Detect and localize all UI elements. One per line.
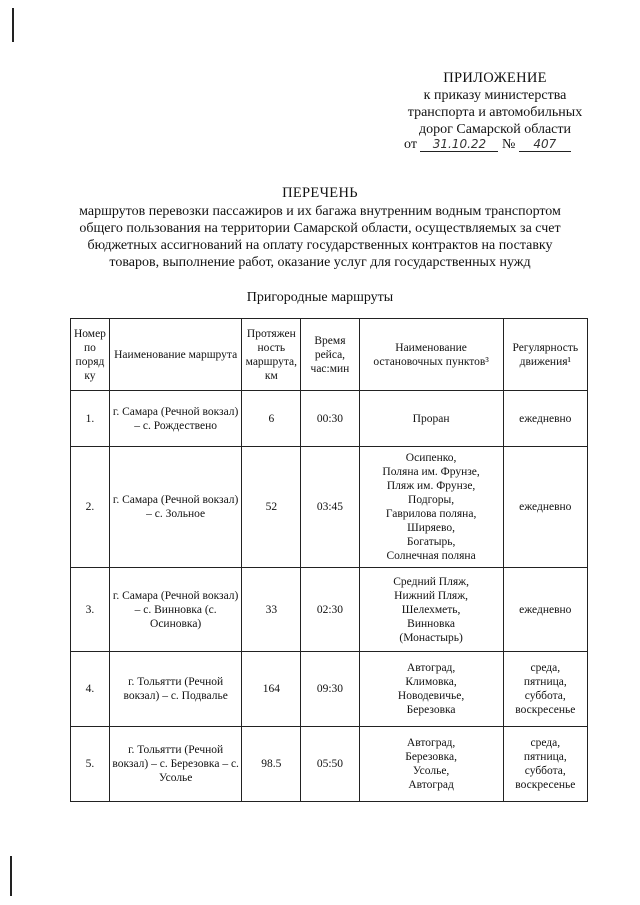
table-row	[71, 727, 588, 802]
scan-edge-mark	[12, 8, 14, 42]
stop-item: Средний Пляж,	[393, 575, 469, 588]
document-heading	[40, 185, 600, 271]
heading-line: маршрутов перевозки пассажиров и их багажа внутренним водным транспортом	[79, 204, 561, 219]
stop-item: Березовка,	[405, 751, 457, 763]
handwritten-number: 407	[519, 137, 571, 152]
cell-number: 2.	[71, 447, 110, 568]
heading-line: общего пользования на территории Самарской области, осуществляемых за счет	[79, 221, 561, 236]
cell-length: 52	[242, 447, 301, 568]
header-length: Протяжен ность маршрута, км	[242, 319, 301, 391]
stop-item: Гаврилова поляна,	[385, 508, 477, 520]
cell-regularity	[503, 652, 587, 727]
stop-item: Нижний Пляж,	[394, 589, 469, 602]
date-prefix: от	[404, 137, 417, 152]
stop-item: Богатырь,	[406, 536, 456, 548]
cell-number: 4.	[71, 652, 110, 727]
appendix-block	[400, 70, 590, 138]
cell-number: 1.	[71, 391, 110, 447]
regularity-item: пятница,	[523, 751, 567, 763]
stop-item: Березовка	[406, 704, 456, 716]
regularity-item: воскресенье	[515, 704, 576, 716]
appendix-title: ПРИЛОЖЕНИЕ	[443, 70, 547, 86]
stop-item: (Монастырь)	[399, 631, 463, 644]
cell-time: 05:50	[301, 727, 359, 802]
cell-name: г. Самара (Речной вокзал) – с. Рождествено	[109, 391, 241, 447]
stop-item: Проран	[412, 412, 450, 425]
regularity-item: ежедневно	[519, 501, 572, 513]
heading-line: бюджетных ассигнований на оплату государственных контрактов на поставку	[87, 238, 553, 253]
cell-regularity	[503, 727, 587, 802]
cell-stops	[359, 391, 503, 447]
stop-item: Поляна им. Фрунзе,	[382, 466, 480, 478]
table-row	[71, 652, 588, 727]
header-regularity: Регулярность движения¹	[503, 319, 587, 391]
regularity-item: среда,	[530, 737, 561, 749]
cell-length: 6	[242, 391, 301, 447]
stop-item: Климовка,	[405, 676, 457, 688]
cell-time: 03:45	[301, 447, 359, 568]
cell-regularity	[503, 391, 587, 447]
scan-edge-mark	[10, 856, 12, 896]
regularity-item: суббота,	[524, 690, 566, 702]
regularity-item: пятница,	[523, 676, 567, 688]
cell-number: 5.	[71, 727, 110, 802]
cell-regularity	[503, 568, 587, 652]
stop-item: Автоград,	[406, 662, 456, 674]
routes-table	[70, 318, 588, 802]
cell-length: 33	[242, 568, 301, 652]
number-prefix: №	[501, 137, 516, 152]
stop-item: Осипенко,	[405, 452, 457, 464]
cell-stops	[359, 727, 503, 802]
table-row	[71, 391, 588, 447]
table-row	[71, 447, 588, 568]
table-row	[71, 568, 588, 652]
cell-stops	[359, 568, 503, 652]
regularity-item: воскресенье	[515, 779, 576, 791]
stop-item: Пляж им. Фрунзе,	[386, 480, 476, 492]
regularity-item: среда,	[530, 662, 561, 674]
cell-time: 09:30	[301, 652, 359, 727]
stop-item: Усолье,	[412, 765, 450, 777]
appendix-line: транспорта и автомобильных	[407, 105, 583, 120]
section-subtitle: Пригородные маршруты	[246, 290, 394, 305]
cell-length: 98.5	[242, 727, 301, 802]
regularity-item: суббота,	[524, 765, 566, 777]
cell-time: 00:30	[301, 391, 359, 447]
cell-name: г. Тольятти (Речной вокзал) – с. Березовка – с. Усолье	[109, 727, 241, 802]
header-stops: Наименование остановочных пунктов³	[359, 319, 503, 391]
regularity-item: ежедневно	[519, 603, 572, 616]
heading-line: товаров, выполнение работ, оказание услуг для государственных нужд	[109, 255, 531, 270]
cell-time: 02:30	[301, 568, 359, 652]
handwritten-date: 31.10.22	[420, 137, 498, 152]
cell-stops	[359, 652, 503, 727]
cell-length: 164	[242, 652, 301, 727]
stop-item: Ширяево,	[407, 522, 456, 534]
stop-item: Подгоры,	[408, 494, 455, 506]
stop-item: Автоград,	[406, 737, 456, 749]
cell-name: г. Самара (Речной вокзал) – с. Винновка (с. Осиновка)	[109, 568, 241, 652]
header-number: Номер по поряд ку	[71, 319, 110, 391]
cell-regularity	[503, 447, 587, 568]
stop-item: Новодевичье,	[397, 690, 465, 702]
heading-title: ПЕРЕЧЕНЬ	[282, 185, 358, 201]
cell-number: 3.	[71, 568, 110, 652]
cell-name: г. Самара (Речной вокзал) – с. Зольное	[109, 447, 241, 568]
appendix-line: к приказу министерства	[423, 88, 567, 103]
appendix-line: дорог Самарской области	[419, 122, 571, 137]
order-date-number	[404, 137, 571, 153]
header-time: Время рейса, час:мин	[301, 319, 359, 391]
header-name: Наименование маршрута	[109, 319, 241, 391]
stop-item: Автоград	[408, 779, 454, 791]
stop-item: Винновка	[407, 617, 456, 630]
stop-item: Шелехметь,	[401, 603, 461, 616]
stop-item: Солнечная поляна	[386, 550, 476, 562]
table-header-row	[71, 319, 588, 391]
cell-name: г. Тольятти (Речной вокзал) – с. Подвалье	[109, 652, 241, 727]
regularity-item: ежедневно	[519, 412, 572, 425]
cell-stops	[359, 447, 503, 568]
